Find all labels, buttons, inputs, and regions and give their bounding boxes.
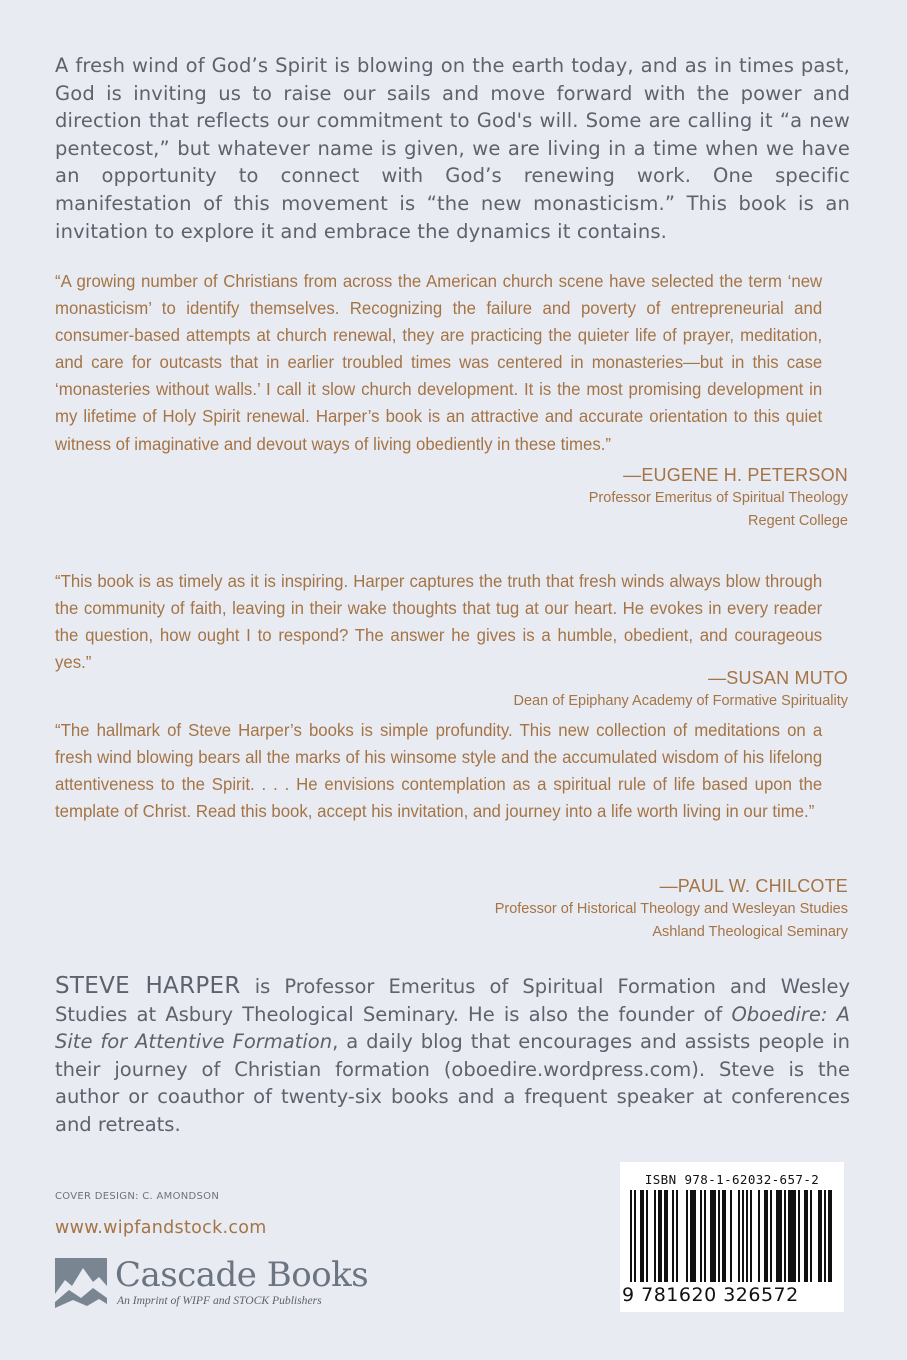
endorser-title: Dean of Epiphany Academy of Formative Spirituality — [513, 693, 848, 709]
endorsement-attribution-peterson — [589, 463, 848, 533]
endorser-name: —EUGENE H. PETERSON — [623, 465, 848, 485]
barcode-bar — [764, 1190, 768, 1282]
barcode-bar — [810, 1190, 812, 1282]
barcode-bar — [700, 1190, 702, 1282]
author-name: STEVE HARPER — [55, 973, 241, 999]
endorser-title: Professor Emeritus of Spiritual Theology — [588, 490, 848, 506]
endorser-affiliation: Ashland Theological Seminary — [652, 924, 848, 940]
barcode-bar — [664, 1190, 668, 1282]
bio-text-2: , a daily blog that encourages and assists people in their journey of Christian formation (oboedire.wordpress.com). Steve is the author or coauthor of twenty-six books and a frequent speaker at conferences and retreats. — [55, 1030, 851, 1136]
cover-design-credit: COVER DESIGN: C. AMONDSON — [55, 1191, 220, 1202]
barcode-bar — [654, 1190, 656, 1282]
barcode-bar — [718, 1190, 720, 1282]
barcode-bar — [804, 1190, 808, 1282]
publisher-tagline: An Imprint of WIPF and STOCK Publishers — [117, 1294, 322, 1307]
barcode-bar — [722, 1190, 726, 1282]
blog-title: Oboedire: A Site for Attentive Formation — [55, 1002, 850, 1054]
barcode-bar — [634, 1190, 636, 1282]
isbn-digits: 9 781620 326572 — [622, 1284, 799, 1306]
endorsement-quote-peterson: “A growing number of Christians from across the American church scene have selected the term ‘new monasticism’ to identify themselves. Recognizing the failure and poverty of entrepreneurial and consumer-based attempts at church renewal, they are practicing the quieter life of prayer, meditation, and care for outcasts that in earlier troubled times was centered in monasteries—but in this case ‘monasteries without walls.’ I call it slow church development. It is the most promising development in my lifetime of Holy Spirit renewal. Harper’s book is an attractive and accurate orientation to this quiet witness of imaginative and devout ways of living obediently in these times.” — [55, 271, 823, 454]
barcode-bar — [798, 1190, 800, 1282]
endorsement-quote-muto: “This book is as timely as it is inspiring. Harper captures the truth that fresh winds always blow through the community of faith, leaving in their wake thoughts that tug at our heart. He evokes in every reader the question, how ought I to respond? The answer he gives is a humble, obedient, and courageous yes.” — [55, 571, 823, 673]
publisher-name: Cascade Books — [115, 1255, 369, 1295]
barcode-bar — [758, 1190, 760, 1282]
endorser-name: —SUSAN MUTO — [708, 668, 848, 688]
barcode-bar — [646, 1190, 648, 1282]
bio-text-1: is Professor Emeritus of Spiritual Formation and Wesley Studies at Asbury Theological Seminary. He is also the founder of — [55, 975, 850, 1026]
isbn-label: ISBN 978-1-62032-657-2 — [644, 1172, 820, 1187]
barcode-bar — [776, 1190, 782, 1282]
barcode-bar — [658, 1190, 662, 1282]
barcode-bar — [742, 1190, 744, 1282]
barcode-bar — [770, 1190, 772, 1282]
endorser-affiliation: Regent College — [748, 513, 848, 529]
publisher-logo — [55, 1256, 385, 1314]
barcode-bar — [630, 1190, 632, 1282]
barcode-bar — [828, 1190, 832, 1282]
barcode-bar — [640, 1190, 644, 1282]
barcode-bar — [686, 1190, 688, 1282]
publisher-website: www.wipfandstock.com — [55, 1218, 267, 1238]
barcode-bar — [690, 1190, 696, 1282]
isbn-barcode — [620, 1162, 844, 1312]
barcode-bar — [818, 1190, 822, 1282]
author-bio — [55, 973, 850, 1139]
barcode-bar — [750, 1190, 752, 1282]
endorsement-quote-chilcote: “The hallmark of Steve Harper’s books is simple profundity. This new collection of meditations on a fresh wind blowing bears all the marks of his winsome style and the accumulated wisdom of his lifelong attentiveness to the Spirit. . . . He envisions contemplation as a spiritual rule of life based upon the template of Christ. Read this book, accept his invitation, and journey into a life worth living in our time.” — [55, 720, 823, 822]
barcode-bar — [730, 1190, 732, 1282]
barcode-bars — [630, 1190, 836, 1286]
barcode-bar — [784, 1190, 786, 1282]
barcode-bar — [672, 1190, 674, 1282]
endorsement-attribution-muto — [514, 666, 848, 713]
endorsement-attribution-chilcote — [495, 874, 848, 944]
barcode-bar — [676, 1190, 678, 1282]
barcode-bar — [824, 1190, 826, 1282]
book-description: A fresh wind of God’s Spirit is blowing on the earth today, and as in times past, God is inviting us to raise our sails and move forward with the power and direction that reflects our commitment to God's will. Some are calling it “a new pentecost,” but whatever name is given, we are living in a time when we have an opportunity to connect with God’s renewing work. One specific manifestation of this movement is “the new monasticism.” This book is an invitation to explore it and embrace the dynamics it contains. — [55, 54, 850, 243]
barcode-bar — [788, 1190, 796, 1282]
barcode-bar — [710, 1190, 716, 1282]
endorser-name: —PAUL W. CHILCOTE — [659, 876, 848, 896]
barcode-bar — [738, 1190, 740, 1282]
barcode-bar — [704, 1190, 706, 1282]
mountain-logo-icon — [55, 1258, 107, 1312]
endorser-title: Professor of Historical Theology and Wesleyan Studies — [494, 901, 848, 917]
barcode-bar — [746, 1190, 748, 1282]
